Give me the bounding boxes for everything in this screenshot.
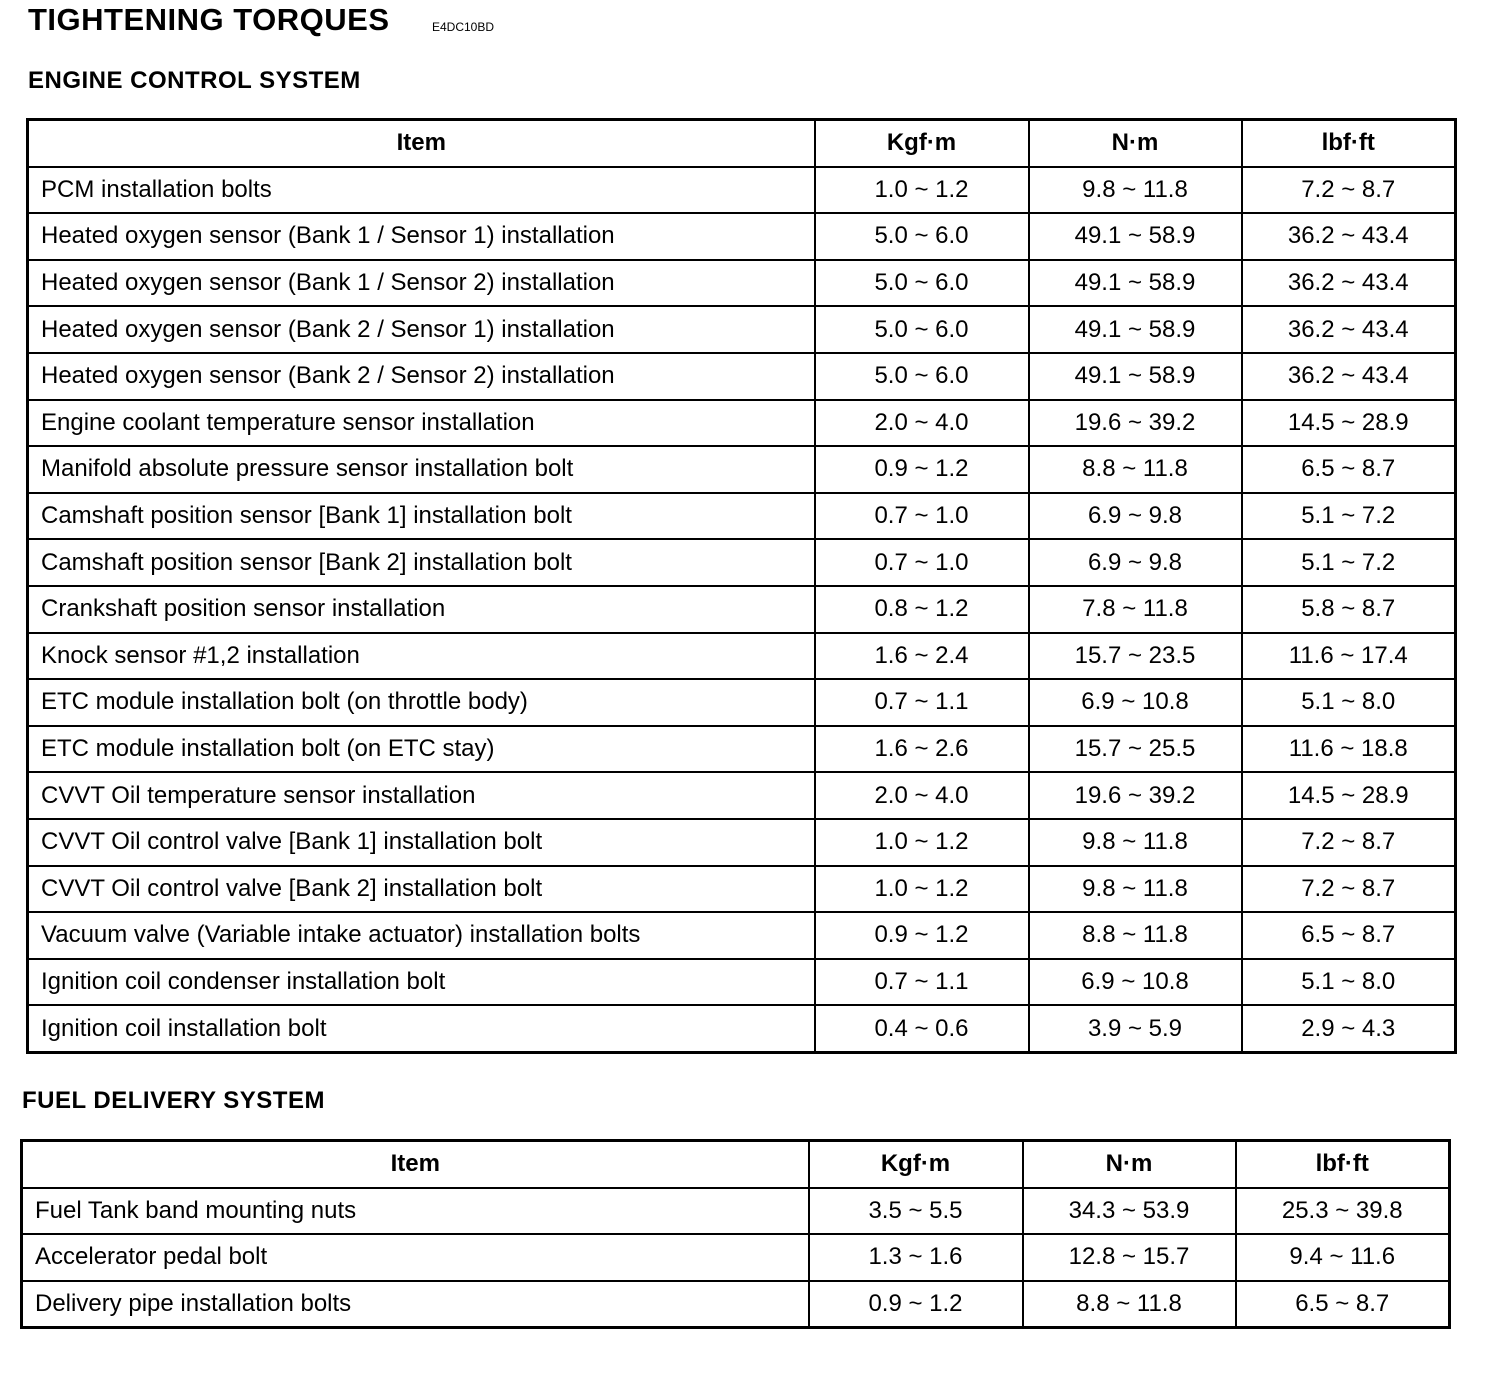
column-header-kgf: Kgf·m xyxy=(815,120,1029,167)
nm-cell: 12.8 ~ 15.7 xyxy=(1023,1234,1236,1281)
table-row xyxy=(28,539,1456,586)
item-cell: Ignition coil installation bolt xyxy=(28,1005,815,1052)
table-row xyxy=(28,353,1456,400)
item-cell: CVVT Oil temperature sensor installation xyxy=(28,772,815,819)
lbf-cell: 11.6 ~ 17.4 xyxy=(1242,633,1456,680)
lbf-cell: 2.9 ~ 4.3 xyxy=(1242,1005,1456,1052)
nm-cell: 8.8 ~ 11.8 xyxy=(1023,1281,1236,1328)
table-row xyxy=(28,912,1456,959)
lbf-cell: 36.2 ~ 43.4 xyxy=(1242,306,1456,353)
kgf-cell: 1.0 ~ 1.2 xyxy=(815,866,1029,913)
nm-cell: 15.7 ~ 23.5 xyxy=(1029,633,1242,680)
lbf-cell: 9.4 ~ 11.6 xyxy=(1236,1234,1450,1281)
lbf-cell: 6.5 ~ 8.7 xyxy=(1236,1281,1450,1328)
item-cell: Vacuum valve (Variable intake actuator) installation bolts xyxy=(28,912,815,959)
kgf-cell: 0.8 ~ 1.2 xyxy=(815,586,1029,633)
nm-cell: 6.9 ~ 9.8 xyxy=(1029,539,1242,586)
lbf-cell: 5.1 ~ 7.2 xyxy=(1242,493,1456,540)
item-cell: Fuel Tank band mounting nuts xyxy=(22,1188,809,1235)
nm-cell: 15.7 ~ 25.5 xyxy=(1029,726,1242,773)
column-header-lbf: lbf·ft xyxy=(1242,120,1456,167)
kgf-cell: 5.0 ~ 6.0 xyxy=(815,306,1029,353)
item-cell: Heated oxygen sensor (Bank 2 / Sensor 1) installation xyxy=(28,306,815,353)
kgf-cell: 5.0 ~ 6.0 xyxy=(815,260,1029,307)
kgf-cell: 0.7 ~ 1.1 xyxy=(815,959,1029,1006)
nm-cell: 49.1 ~ 58.9 xyxy=(1029,260,1242,307)
table-row xyxy=(28,772,1456,819)
table-row xyxy=(28,213,1456,260)
item-cell: ETC module installation bolt (on throttle body) xyxy=(28,679,815,726)
table-row xyxy=(28,586,1456,633)
lbf-cell: 5.1 ~ 8.0 xyxy=(1242,959,1456,1006)
lbf-cell: 14.5 ~ 28.9 xyxy=(1242,772,1456,819)
table-row xyxy=(28,306,1456,353)
lbf-cell: 5.1 ~ 7.2 xyxy=(1242,539,1456,586)
nm-cell: 7.8 ~ 11.8 xyxy=(1029,586,1242,633)
nm-cell: 6.9 ~ 10.8 xyxy=(1029,679,1242,726)
kgf-cell: 1.0 ~ 1.2 xyxy=(815,819,1029,866)
table-row xyxy=(22,1234,1450,1281)
nm-cell: 9.8 ~ 11.8 xyxy=(1029,819,1242,866)
kgf-cell: 0.9 ~ 1.2 xyxy=(815,912,1029,959)
table-row xyxy=(28,446,1456,493)
table-row xyxy=(22,1281,1450,1328)
kgf-cell: 0.7 ~ 1.0 xyxy=(815,493,1029,540)
kgf-cell: 0.4 ~ 0.6 xyxy=(815,1005,1029,1052)
nm-cell: 19.6 ~ 39.2 xyxy=(1029,400,1242,447)
table-row xyxy=(28,493,1456,540)
engine-control-section-title: ENGINE CONTROL SYSTEM xyxy=(28,67,361,94)
lbf-cell: 11.6 ~ 18.8 xyxy=(1242,726,1456,773)
kgf-cell: 3.5 ~ 5.5 xyxy=(809,1188,1023,1235)
nm-cell: 49.1 ~ 58.9 xyxy=(1029,306,1242,353)
table-row xyxy=(28,726,1456,773)
item-cell: Manifold absolute pressure sensor installation bolt xyxy=(28,446,815,493)
item-cell: CVVT Oil control valve [Bank 1] installation bolt xyxy=(28,819,815,866)
item-cell: Crankshaft position sensor installation xyxy=(28,586,815,633)
column-header-lbf: lbf·ft xyxy=(1236,1141,1450,1188)
nm-cell: 19.6 ~ 39.2 xyxy=(1029,772,1242,819)
item-cell: Knock sensor #1,2 installation xyxy=(28,633,815,680)
nm-cell: 49.1 ~ 58.9 xyxy=(1029,213,1242,260)
lbf-cell: 7.2 ~ 8.7 xyxy=(1242,866,1456,913)
fuel-delivery-torque-table xyxy=(20,1139,1451,1329)
table-row xyxy=(28,260,1456,307)
table-row xyxy=(28,633,1456,680)
nm-cell: 49.1 ~ 58.9 xyxy=(1029,353,1242,400)
lbf-cell: 25.3 ~ 39.8 xyxy=(1236,1188,1450,1235)
kgf-cell: 1.6 ~ 2.6 xyxy=(815,726,1029,773)
table-row xyxy=(28,679,1456,726)
nm-cell: 9.8 ~ 11.8 xyxy=(1029,167,1242,214)
fuel-delivery-section-title: FUEL DELIVERY SYSTEM xyxy=(22,1087,325,1114)
lbf-cell: 7.2 ~ 8.7 xyxy=(1242,819,1456,866)
kgf-cell: 0.7 ~ 1.1 xyxy=(815,679,1029,726)
lbf-cell: 7.2 ~ 8.7 xyxy=(1242,167,1456,214)
lbf-cell: 36.2 ~ 43.4 xyxy=(1242,260,1456,307)
table-row xyxy=(28,167,1456,214)
kgf-cell: 2.0 ~ 4.0 xyxy=(815,400,1029,447)
nm-cell: 8.8 ~ 11.8 xyxy=(1029,446,1242,493)
kgf-cell: 2.0 ~ 4.0 xyxy=(815,772,1029,819)
table-row xyxy=(28,866,1456,913)
lbf-cell: 5.1 ~ 8.0 xyxy=(1242,679,1456,726)
lbf-cell: 6.5 ~ 8.7 xyxy=(1242,446,1456,493)
column-header-kgf: Kgf·m xyxy=(809,1141,1023,1188)
nm-cell: 8.8 ~ 11.8 xyxy=(1029,912,1242,959)
table-header-row xyxy=(22,1141,1450,1188)
table-row xyxy=(22,1188,1450,1235)
lbf-cell: 36.2 ~ 43.4 xyxy=(1242,353,1456,400)
nm-cell: 6.9 ~ 10.8 xyxy=(1029,959,1242,1006)
item-cell: CVVT Oil control valve [Bank 2] installation bolt xyxy=(28,866,815,913)
column-header-nm: N·m xyxy=(1029,120,1242,167)
table-row xyxy=(28,959,1456,1006)
lbf-cell: 5.8 ~ 8.7 xyxy=(1242,586,1456,633)
nm-cell: 6.9 ~ 9.8 xyxy=(1029,493,1242,540)
table-header-row xyxy=(28,120,1456,167)
page-title: TIGHTENING TORQUES xyxy=(28,2,390,37)
item-cell: Camshaft position sensor [Bank 2] installation bolt xyxy=(28,539,815,586)
lbf-cell: 6.5 ~ 8.7 xyxy=(1242,912,1456,959)
nm-cell: 34.3 ~ 53.9 xyxy=(1023,1188,1236,1235)
column-header-item: Item xyxy=(22,1141,809,1188)
item-cell: Accelerator pedal bolt xyxy=(22,1234,809,1281)
lbf-cell: 14.5 ~ 28.9 xyxy=(1242,400,1456,447)
item-cell: Heated oxygen sensor (Bank 1 / Sensor 1) installation xyxy=(28,213,815,260)
document-code: E4DC10BD xyxy=(432,20,495,34)
item-cell: Delivery pipe installation bolts xyxy=(22,1281,809,1328)
kgf-cell: 0.7 ~ 1.0 xyxy=(815,539,1029,586)
kgf-cell: 1.6 ~ 2.4 xyxy=(815,633,1029,680)
kgf-cell: 5.0 ~ 6.0 xyxy=(815,353,1029,400)
table-row xyxy=(28,1005,1456,1052)
item-cell: Ignition coil condenser installation bolt xyxy=(28,959,815,1006)
kgf-cell: 1.0 ~ 1.2 xyxy=(815,167,1029,214)
kgf-cell: 0.9 ~ 1.2 xyxy=(809,1281,1023,1328)
engine-control-torque-table xyxy=(26,118,1457,1054)
column-header-nm: N·m xyxy=(1023,1141,1236,1188)
item-cell: Heated oxygen sensor (Bank 2 / Sensor 2) installation xyxy=(28,353,815,400)
item-cell: ETC module installation bolt (on ETC stay) xyxy=(28,726,815,773)
item-cell: Engine coolant temperature sensor installation xyxy=(28,400,815,447)
table-row xyxy=(28,819,1456,866)
item-cell: Heated oxygen sensor (Bank 1 / Sensor 2) installation xyxy=(28,260,815,307)
item-cell: Camshaft position sensor [Bank 1] installation bolt xyxy=(28,493,815,540)
kgf-cell: 5.0 ~ 6.0 xyxy=(815,213,1029,260)
kgf-cell: 0.9 ~ 1.2 xyxy=(815,446,1029,493)
item-cell: PCM installation bolts xyxy=(28,167,815,214)
nm-cell: 9.8 ~ 11.8 xyxy=(1029,866,1242,913)
column-header-item: Item xyxy=(28,120,815,167)
kgf-cell: 1.3 ~ 1.6 xyxy=(809,1234,1023,1281)
nm-cell: 3.9 ~ 5.9 xyxy=(1029,1005,1242,1052)
lbf-cell: 36.2 ~ 43.4 xyxy=(1242,213,1456,260)
table-row xyxy=(28,400,1456,447)
